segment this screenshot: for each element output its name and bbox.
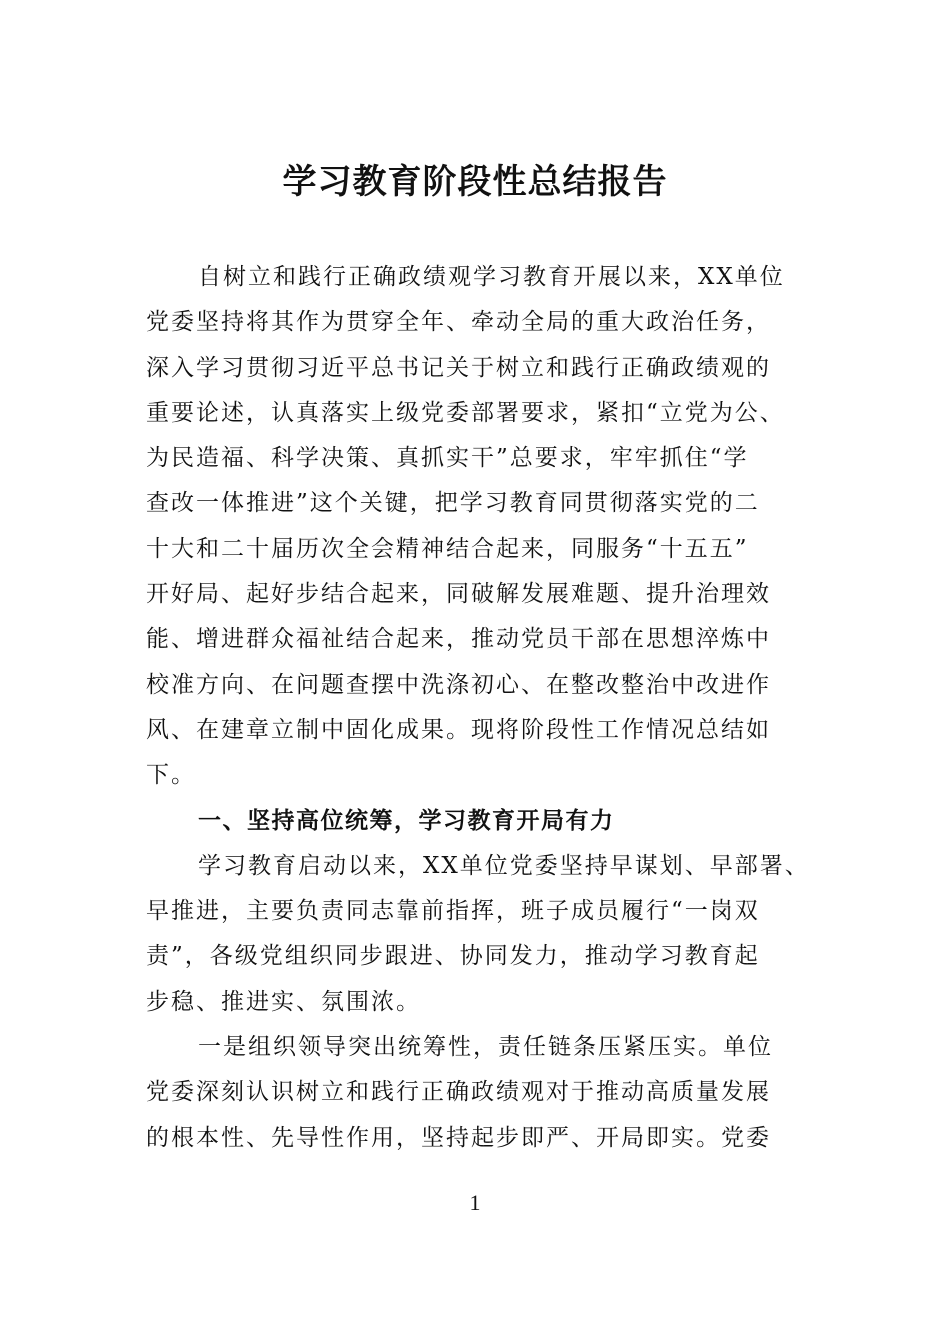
paragraph-line: 自树立和践行正确政绩观学习教育开展以来，XX单位 bbox=[198, 264, 785, 290]
paragraph-line: 早推进，主要负责同志靠前指挥，班子成员履行“一岗双 bbox=[146, 898, 760, 925]
paragraph-line: 学习教育启动以来，XX单位党委坚持早谋划、早部署、 bbox=[198, 852, 810, 879]
paragraph-line: 深入学习贯彻习近平总书记关于树立和践行正确政绩观的 bbox=[146, 354, 771, 381]
paragraph-line: 党委坚持将其作为贯穿全年、牵动全局的重大政治任务， bbox=[146, 309, 771, 336]
paragraph-line: 一是组织领导突出统筹性，责任链条压紧压实。单位 bbox=[198, 1034, 773, 1061]
paragraph-line: 十大和二十届历次全会精神结合起来，同服务“十五五” bbox=[146, 535, 749, 562]
document-title: 学习教育阶段性总结报告 bbox=[282, 162, 668, 202]
paragraph-line: 为民造福、科学决策、真抓实干”总要求，牢牢抓住“学 bbox=[146, 445, 749, 472]
paragraph-line: 下。 bbox=[146, 762, 196, 789]
paragraph-line: 步稳、推进实、氛围浓。 bbox=[146, 988, 421, 1015]
paragraph-line: 重要论述，认真落实上级党委部署要求，紧扣“立党为公、 bbox=[146, 399, 785, 426]
paragraph-line: 责”，各级党组织同步跟进、协同发力，推动学习教育起 bbox=[146, 943, 760, 970]
paragraph-line: 风、在建章立制中固化成果。现将阶段性工作情况总结如 bbox=[146, 716, 771, 743]
page-number: 1 bbox=[469, 1190, 481, 1215]
paragraph-line: 能、增进群众福祉结合起来，推动党员干部在思想淬炼中 bbox=[146, 626, 771, 653]
paragraph-line: 校准方向、在问题查摆中洗涤初心、在整改整治中改进作 bbox=[146, 671, 771, 698]
paragraph-line: 开好局、起好步结合起来，同破解发展难题、提升治理效 bbox=[146, 581, 771, 608]
paragraph-line: 查改一体推进”这个关键，把学习教育同贯彻落实党的二 bbox=[146, 490, 760, 517]
paragraph-line: 党委深刻认识树立和践行正确政绩观对于推动高质量发展 bbox=[146, 1079, 771, 1106]
section-heading: 一、坚持高位统筹，学习教育开局有力 bbox=[198, 807, 615, 834]
document-body bbox=[146, 255, 810, 1161]
paragraph-line: 的根本性、先导性作用，坚持起步即严、开局即实。党委 bbox=[146, 1124, 771, 1151]
